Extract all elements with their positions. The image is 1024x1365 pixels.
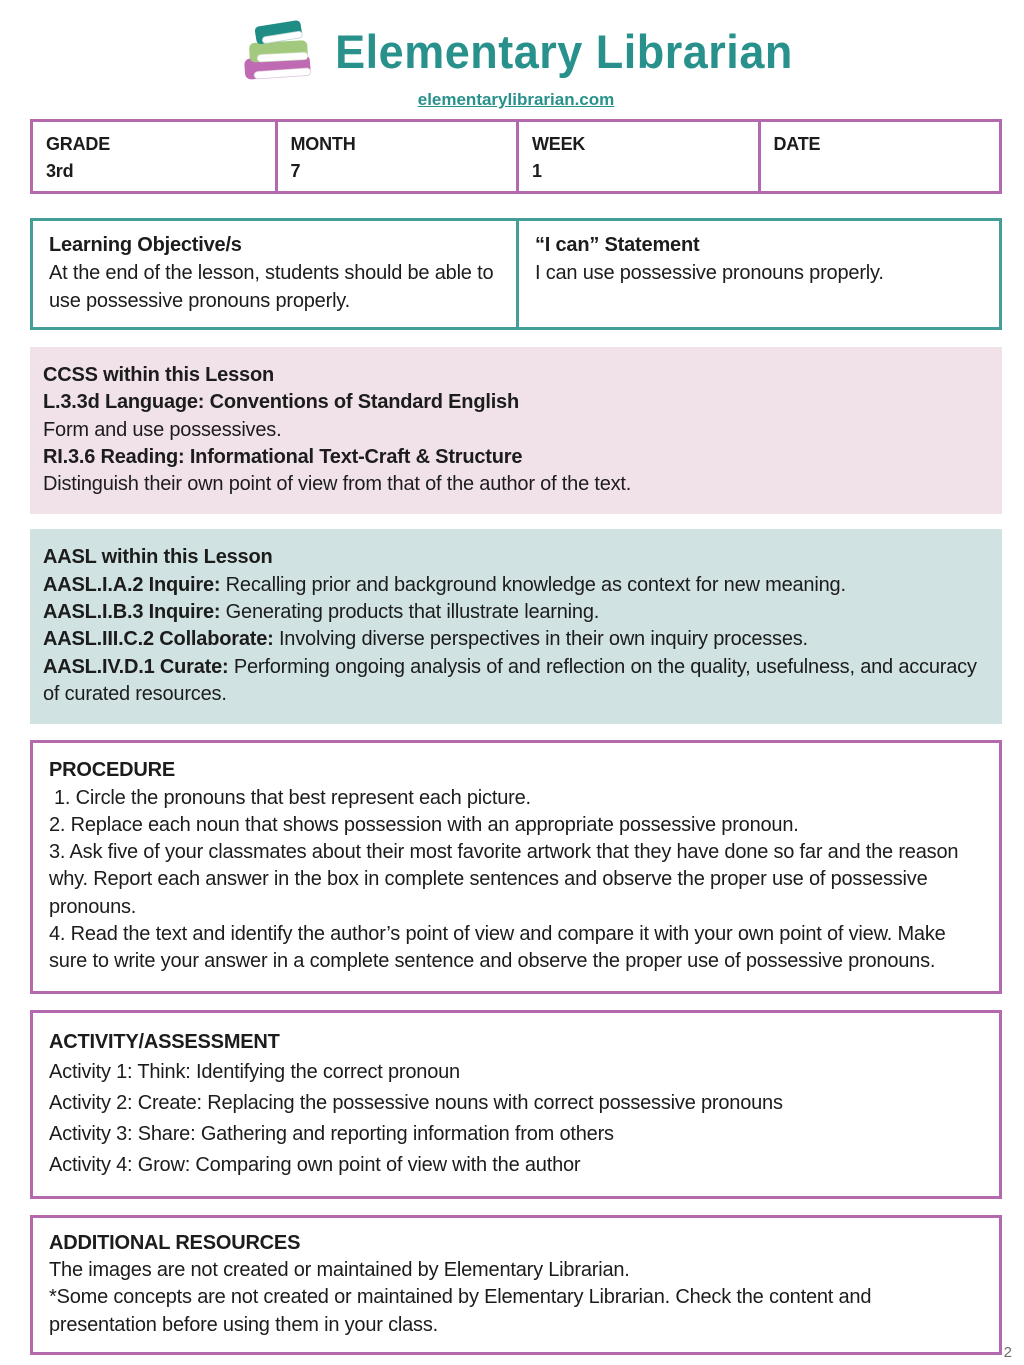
ccss-heading: CCSS within this Lesson (43, 364, 274, 386)
aasl-item-text: Performing ongoing analysis of and reflection on the quality, usefulness, and accuracy of curated resources. (43, 655, 977, 705)
ccss-section (30, 347, 1002, 514)
learning-objective-body: At the end of the lesson, students should be able to use possessive pronouns properly. (49, 262, 494, 312)
ccss-standard-2: RI.3.6 Reading: Informational Text-Craft & Structure (43, 445, 523, 468)
info-cell-month (275, 122, 517, 191)
week-value: 1 (532, 161, 542, 181)
activity-item: Activity 3: Share: Gathering and reporting information from others (49, 1123, 614, 1146)
site-url-link[interactable]: elementarylibrarian.com (417, 90, 615, 109)
aasl-item-code: AASL.I.B.3 Inquire: (43, 601, 221, 624)
activity-item: Activity 4: Grow: Comparing own point of view with the author (49, 1153, 581, 1176)
objectives-table (30, 218, 1002, 330)
activity-item: Activity 1: Think: Identifying the correct pronoun (49, 1061, 460, 1084)
aasl-heading: AASL within this Lesson (43, 546, 273, 569)
aasl-item-text: Generating products that illustrate learning. (220, 601, 600, 624)
aasl-item (43, 599, 986, 626)
aasl-section (30, 529, 1002, 724)
i-can-statement-cell (516, 221, 999, 327)
procedure-section (30, 740, 1002, 993)
procedure-step: 1. Circle the pronouns that best represent each picture. (54, 786, 531, 809)
logo (30, 14, 1002, 88)
week-label: WEEK (532, 134, 586, 154)
date-label: DATE (773, 134, 821, 154)
resources-heading: ADDITIONAL RESOURCES (49, 1231, 301, 1254)
learning-objective-heading: Learning Objective/s (49, 234, 242, 256)
info-cell-week (516, 122, 758, 191)
page-number: 2 (1003, 1344, 1012, 1361)
activity-heading: ACTIVITY/ASSESSMENT (49, 1030, 280, 1053)
aasl-item-code: AASL.IV.D.1 Curate: (43, 655, 229, 678)
info-cell-grade (33, 122, 275, 191)
header (30, 14, 1002, 110)
learning-objective-cell (33, 221, 516, 327)
procedure-step: 3. Ask five of your classmates about their most favorite artwork that they have done so far and the reason why. Report each answer in the box in complete sentences and observe the proper use of possessive pronouns. (49, 841, 959, 918)
info-table (30, 119, 1002, 194)
additional-resources-section (30, 1215, 1002, 1355)
logo-title: Elementary Librarian (335, 24, 793, 78)
procedure-heading: PROCEDURE (49, 759, 175, 782)
aasl-item (43, 626, 986, 653)
procedure-step: 2. Replace each noun that shows possession with an appropriate possessive pronoun. (49, 813, 799, 836)
ccss-standard-2-desc: Distinguish their own point of view from that of the author of the text. (43, 473, 632, 496)
grade-label: GRADE (46, 134, 111, 154)
i-can-statement-body: I can use possessive pronouns properly. (535, 262, 884, 284)
procedure-step: 4. Read the text and identify the author’s point of view and compare it with your own point of view. Make sure to write your answer in a complete sentence and observe the proper use of possessive pronouns. (49, 923, 946, 973)
activity-assessment-section (30, 1010, 1002, 1199)
activity-item: Activity 2: Create: Replacing the possessive nouns with correct possessive pronouns (49, 1092, 783, 1115)
ccss-standard-1: L.3.3d Language: Conventions of Standard English (43, 391, 519, 414)
resources-line: The images are not created or maintained by Elementary Librarian. (49, 1258, 630, 1281)
info-cell-date (758, 122, 1000, 191)
i-can-statement-heading: “I can” Statement (535, 234, 700, 256)
aasl-item-code: AASL.I.A.2 Inquire: (43, 573, 221, 596)
aasl-item-text: Involving diverse perspectives in their own inquiry processes. (273, 628, 808, 651)
aasl-item-code: AASL.III.C.2 Collaborate: (43, 628, 274, 651)
aasl-item (43, 654, 986, 709)
month-label: MONTH (290, 134, 356, 154)
resources-line: *Some concepts are not created or maintained by Elementary Librarian. Check the content and presentation before using them in your class. (49, 1286, 872, 1336)
month-value: 7 (290, 161, 301, 181)
aasl-item-text: Recalling prior and background knowledge as context for new meaning. (220, 573, 846, 596)
ccss-standard-1-desc: Form and use possessives. (43, 418, 282, 441)
aasl-item (43, 572, 986, 599)
books-logo-icon (239, 13, 321, 90)
grade-value: 3rd (46, 161, 74, 181)
